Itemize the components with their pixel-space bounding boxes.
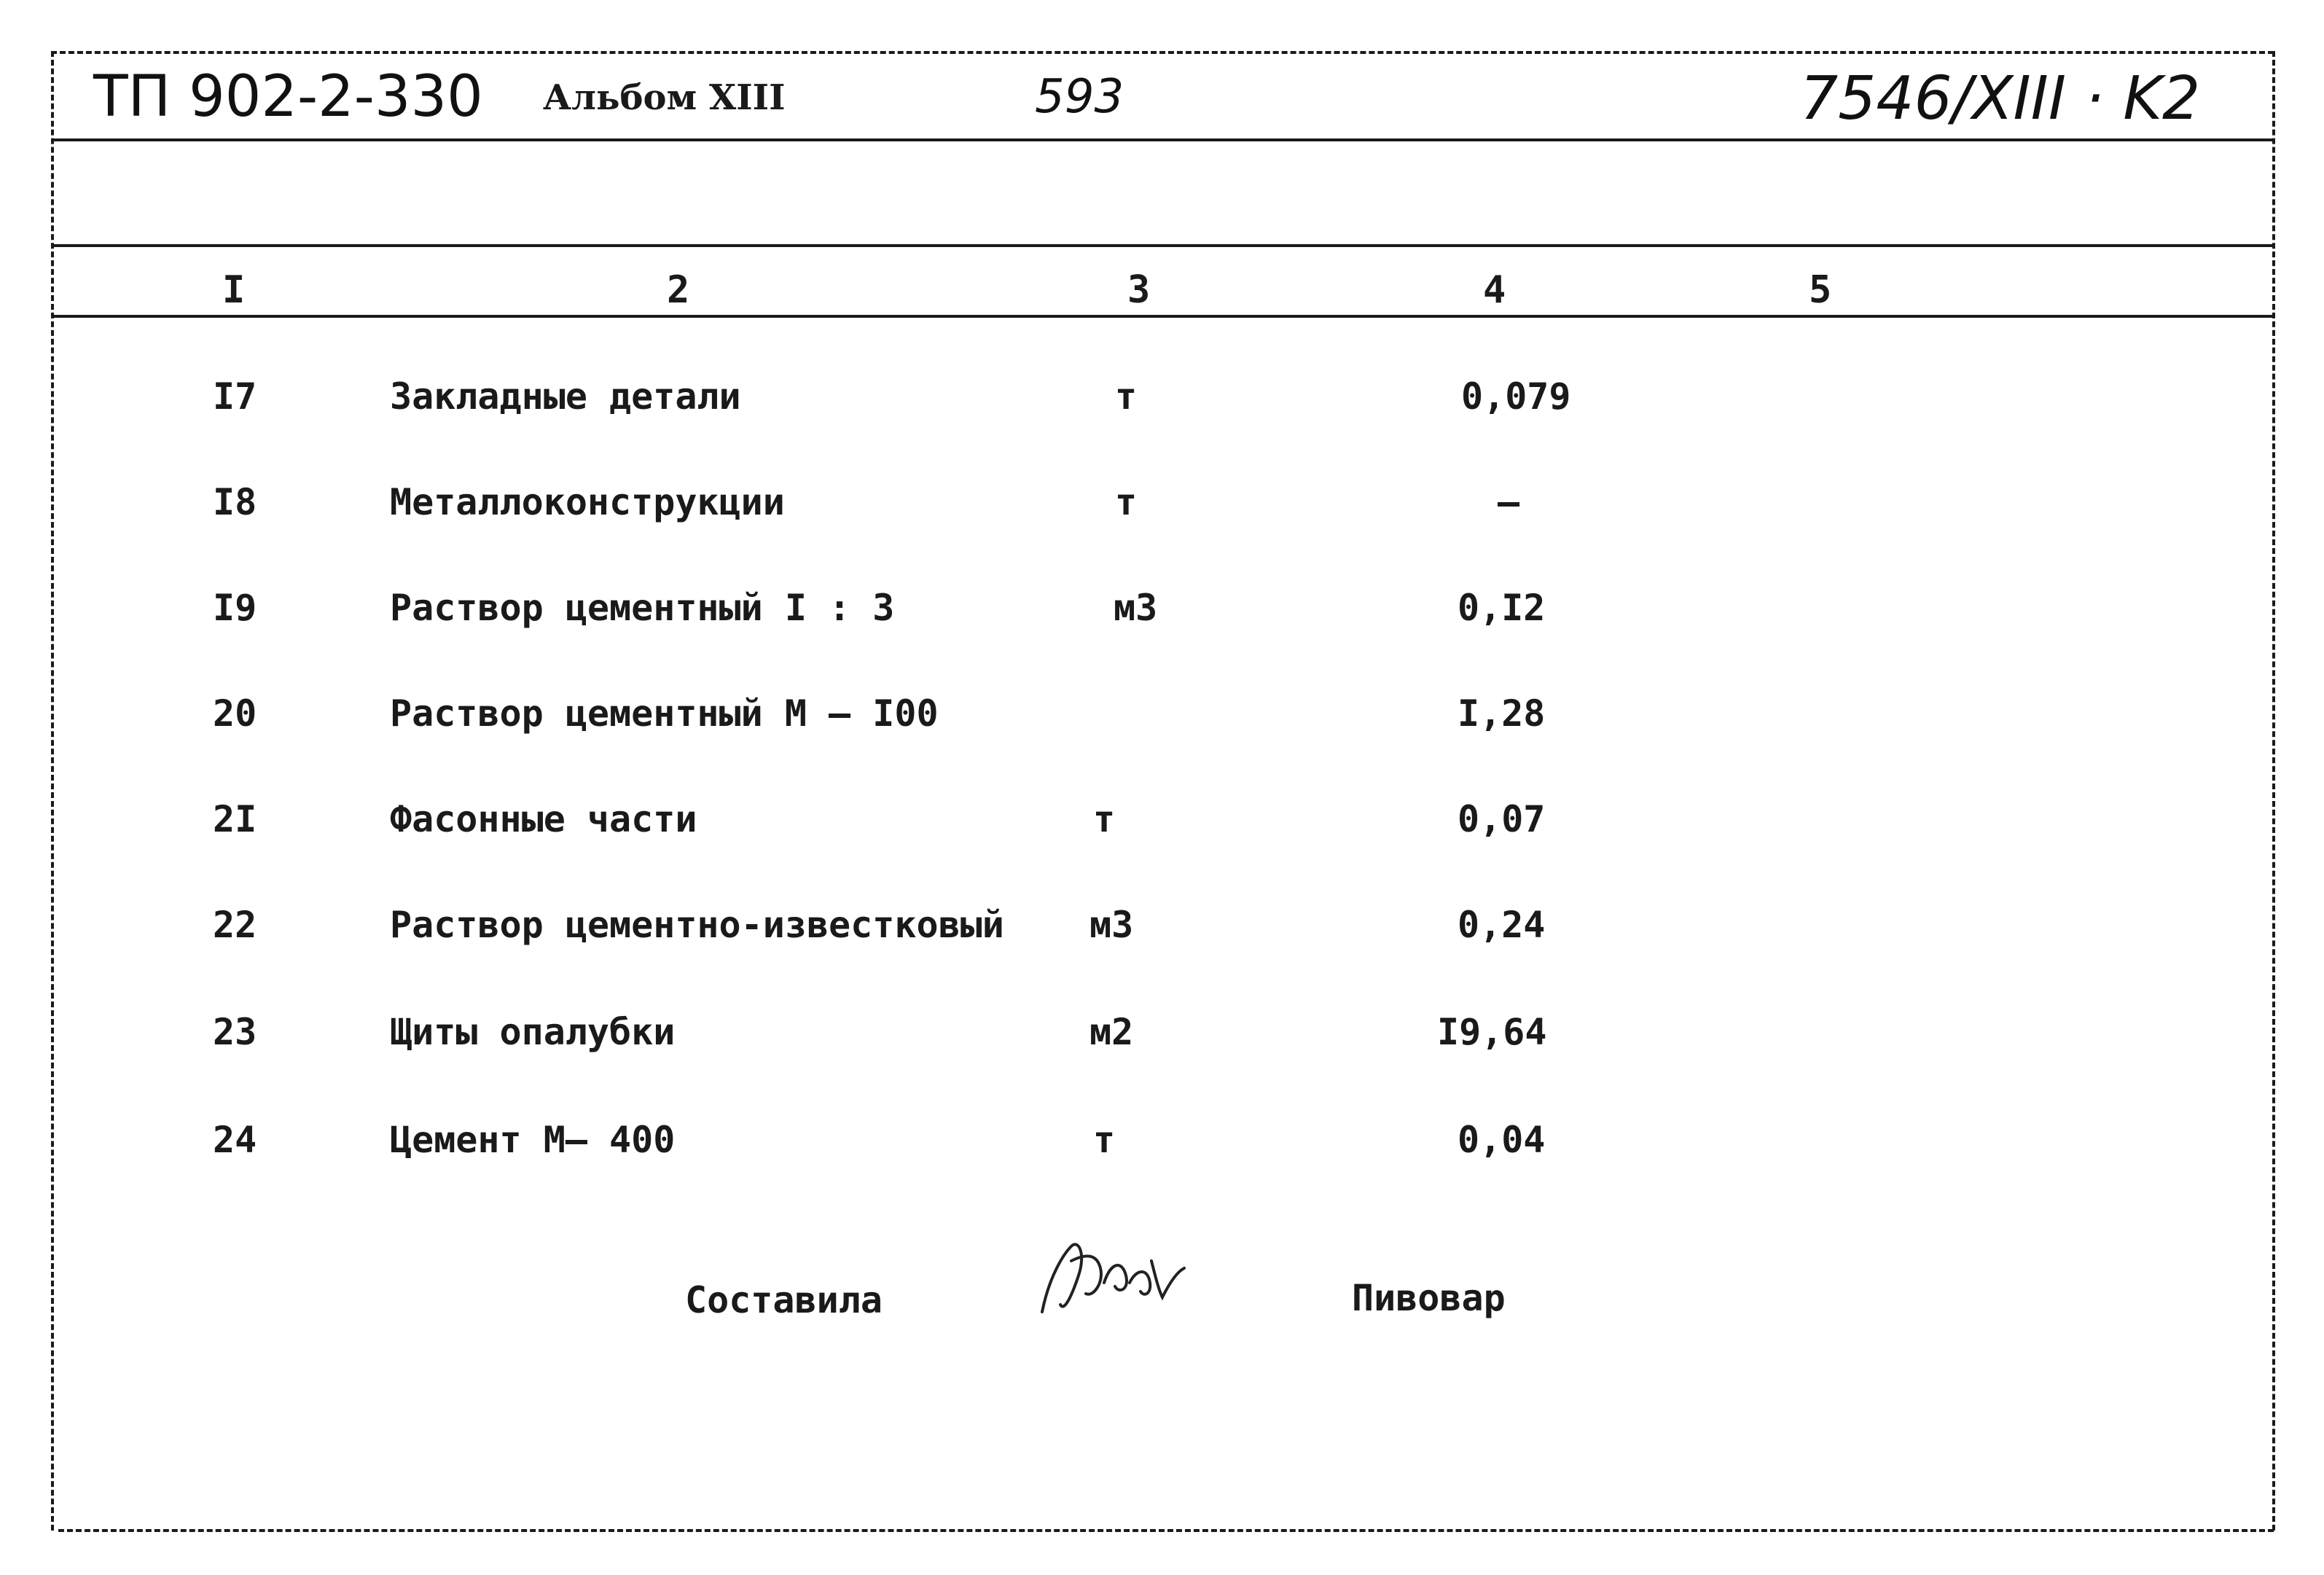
frame-left-border xyxy=(51,51,54,1531)
item-unit: т xyxy=(1093,1119,1116,1161)
item-name: Раствор цементно-известковый xyxy=(390,904,1004,946)
table-top-rule xyxy=(51,244,2274,247)
item-quantity: 0,I2 xyxy=(1458,587,1546,629)
item-unit: т xyxy=(1093,798,1116,840)
column-header-1: I xyxy=(222,268,246,312)
signature-scribble xyxy=(1028,1232,1195,1326)
item-name: Металлоконструкции xyxy=(390,481,785,523)
item-unit: т xyxy=(1115,481,1138,523)
header-rule xyxy=(51,138,2274,141)
row-number: 20 xyxy=(213,692,257,735)
item-unit: м3 xyxy=(1114,587,1158,629)
item-unit: т xyxy=(1115,375,1138,418)
item-name: Щиты опалубки xyxy=(390,1011,676,1053)
row-number: 23 xyxy=(213,1011,257,1053)
column-header-5: 5 xyxy=(1809,268,1832,312)
item-name: Закладные детали xyxy=(390,375,741,418)
item-name: Цемент М– 400 xyxy=(390,1119,676,1161)
row-number: I8 xyxy=(213,481,257,523)
table-row xyxy=(0,904,2324,962)
frame-top-border xyxy=(51,51,2274,54)
item-quantity: 0,24 xyxy=(1458,904,1546,946)
table-row xyxy=(0,587,2324,645)
compiler-name: Пивовар xyxy=(1352,1277,1506,1319)
table-row xyxy=(0,798,2324,856)
row-number: 22 xyxy=(213,904,257,946)
item-unit: м2 xyxy=(1089,1011,1134,1053)
item-name: Раствор цементный М – I00 xyxy=(390,692,939,735)
item-name: Раствор цементный I : 3 xyxy=(390,587,895,629)
archive-code: 7546/XIII · K2 xyxy=(1800,64,2201,133)
item-quantity: 0,079 xyxy=(1461,375,1571,418)
row-number: I7 xyxy=(213,375,257,418)
handwritten-signature xyxy=(1028,1232,1195,1326)
row-number: 2I xyxy=(213,798,257,840)
frame-right-border xyxy=(2272,51,2275,1531)
item-quantity: I,28 xyxy=(1458,692,1546,735)
table-row xyxy=(0,1011,2324,1069)
item-quantity: – xyxy=(1498,481,1520,523)
table-row xyxy=(0,692,2324,751)
table-row xyxy=(0,481,2324,539)
album-label: Альбом XIII xyxy=(543,77,786,118)
column-header-2: 2 xyxy=(667,268,690,312)
item-quantity: 0,07 xyxy=(1458,798,1546,840)
item-quantity: 0,04 xyxy=(1458,1119,1546,1161)
column-header-rule xyxy=(51,315,2274,318)
item-quantity: I9,64 xyxy=(1437,1011,1547,1053)
table-row xyxy=(0,375,2324,434)
project-code: ТП 902-2-330 xyxy=(93,64,483,130)
frame-bottom-border xyxy=(58,1529,2274,1532)
row-number: 24 xyxy=(213,1119,257,1161)
compiled-by-label: Составила xyxy=(685,1279,883,1321)
column-header-3: 3 xyxy=(1127,268,1151,312)
item-unit: м3 xyxy=(1089,904,1134,946)
row-number: I9 xyxy=(213,587,257,629)
column-header-4: 4 xyxy=(1483,268,1506,312)
page-number: 593 xyxy=(1035,70,1124,124)
item-name: Фасонные части xyxy=(390,798,697,840)
table-row xyxy=(0,1119,2324,1177)
